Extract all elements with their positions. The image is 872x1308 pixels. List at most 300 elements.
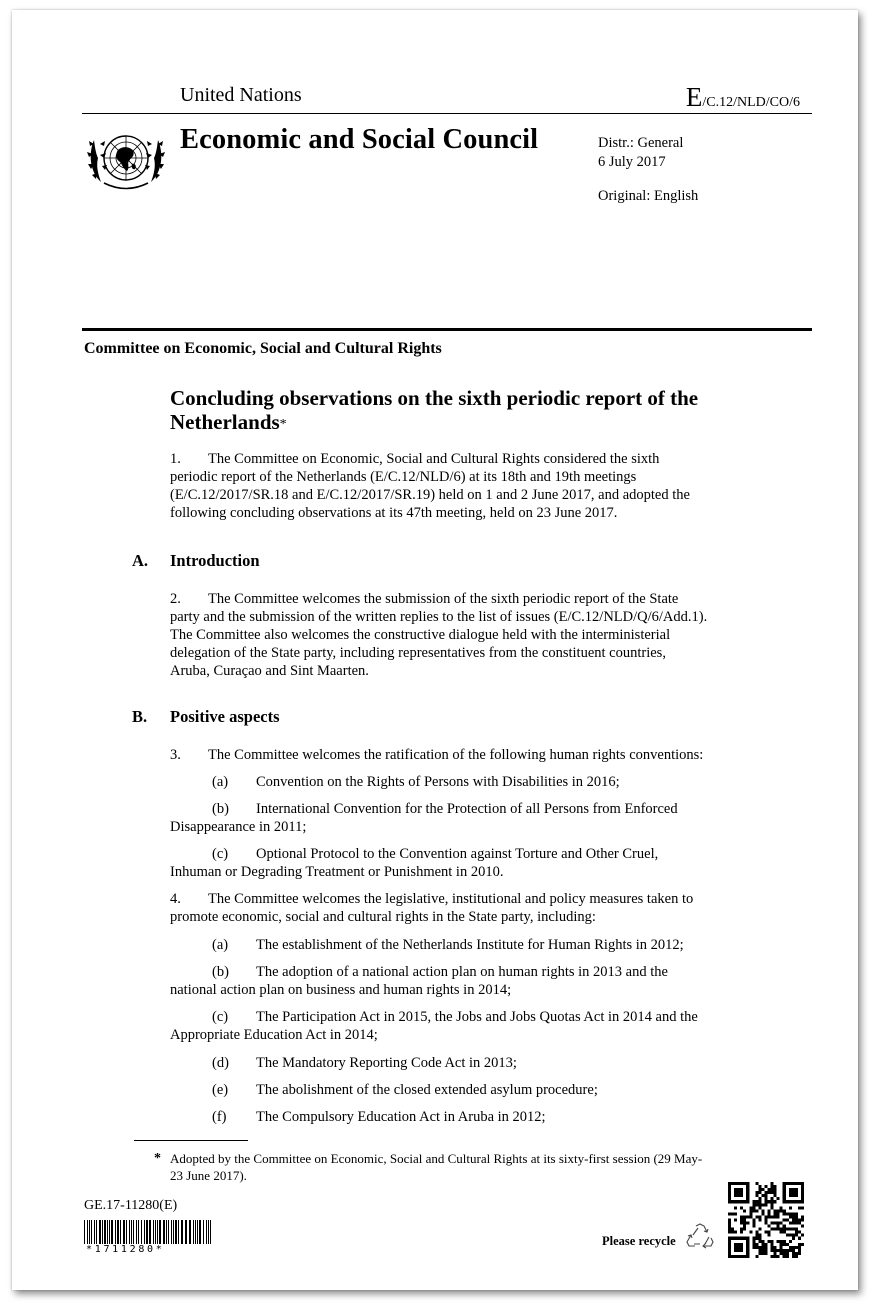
paragraph-line: The Committee also welcomes the constructive dialogue held with the interministerial xyxy=(170,627,671,643)
paragraph-line: 1. The Committee on Economic, Social and Cultural Rights considered the sixth xyxy=(170,451,660,467)
paragraph-number: 2. xyxy=(170,591,181,607)
qr-module xyxy=(798,1249,801,1252)
qr-module xyxy=(761,1188,764,1191)
qr-module xyxy=(740,1191,743,1194)
qr-module xyxy=(792,1188,795,1191)
document-page xyxy=(12,10,858,1290)
qr-module xyxy=(743,1225,746,1228)
qr-module xyxy=(774,1209,777,1212)
qr-module xyxy=(746,1252,749,1255)
item-label: (a) xyxy=(212,937,229,953)
qr-module xyxy=(801,1191,804,1194)
qr-module xyxy=(792,1228,795,1231)
paragraph-line: delegation of the State party, including representatives from the constituent countries, xyxy=(170,645,666,661)
qr-module xyxy=(783,1231,786,1234)
qr-module xyxy=(761,1249,764,1252)
qr-module xyxy=(731,1237,734,1240)
barcode-bar xyxy=(197,1220,198,1244)
list-item: (a) The establishment of the Netherlands Institute for Human Rights in 2012; xyxy=(212,937,684,953)
qr-module xyxy=(755,1215,758,1218)
qr-module xyxy=(771,1200,774,1203)
qr-module xyxy=(783,1194,786,1197)
barcode-bar xyxy=(166,1220,167,1244)
qr-module xyxy=(746,1222,749,1225)
qr-module xyxy=(783,1243,786,1246)
document-title xyxy=(170,386,730,437)
qr-module xyxy=(768,1191,771,1194)
qr-module xyxy=(771,1182,774,1185)
qr-module xyxy=(780,1246,783,1249)
section-letter: A. xyxy=(132,551,149,570)
qr-module xyxy=(734,1206,737,1209)
qr-module xyxy=(740,1215,743,1218)
barcode-bar xyxy=(117,1220,119,1244)
qr-module xyxy=(771,1185,774,1188)
barcode-bar xyxy=(91,1220,92,1244)
qr-module xyxy=(771,1197,774,1200)
qr-module xyxy=(764,1249,767,1252)
paragraph-line: (E/C.12/2017/SR.18 and E/C.12/2017/SR.19) held on 1 and 2 June 2017, and adopted the xyxy=(170,487,690,503)
qr-module xyxy=(728,1228,731,1231)
qr-module xyxy=(798,1246,801,1249)
qr-module xyxy=(786,1182,789,1185)
qr-module xyxy=(749,1212,752,1215)
qr-module xyxy=(786,1212,789,1215)
qr-module xyxy=(764,1252,767,1255)
qr-module xyxy=(755,1246,758,1249)
list-item: (b) International Convention for the Protection of all Persons from Enforced Disappearance in 2011; xyxy=(170,801,678,835)
list-item: (c) Optional Protocol to the Convention against Torture and Other Cruel, Inhuman or Degrading Treatment or Punishment in 2010. xyxy=(170,846,659,880)
qr-module xyxy=(761,1252,764,1255)
qr-module xyxy=(746,1188,749,1191)
qr-module xyxy=(783,1212,786,1215)
qr-module xyxy=(752,1240,755,1243)
paragraph-line: following concluding observations at its 47th meeting, held on 23 June 2017. xyxy=(170,505,618,521)
qr-module xyxy=(743,1228,746,1231)
qr-module xyxy=(774,1252,777,1255)
barcode-bar xyxy=(210,1220,211,1244)
footnote-line-1: Adopted by the Committee on Economic, Social and Cultural Rights at its sixty-first session (29 May- xyxy=(170,1151,703,1166)
item-label: (d) xyxy=(212,1055,229,1071)
document-symbol xyxy=(686,82,800,113)
qr-module xyxy=(798,1237,801,1240)
paragraph-1 xyxy=(170,450,726,522)
qr-module xyxy=(774,1246,777,1249)
qr-module xyxy=(783,1188,786,1191)
qr-module xyxy=(792,1191,795,1194)
qr-module xyxy=(752,1200,755,1203)
qr-module xyxy=(755,1255,758,1258)
qr-module xyxy=(764,1222,767,1225)
qr-module xyxy=(783,1191,786,1194)
un-emblem-icon xyxy=(82,122,170,194)
qr-module xyxy=(780,1228,783,1231)
qr-module xyxy=(746,1215,749,1218)
qr-module xyxy=(728,1231,731,1234)
qr-module xyxy=(758,1206,761,1209)
paragraph-number: 4. xyxy=(170,891,181,907)
barcode-bar xyxy=(163,1220,165,1244)
barcode-bar xyxy=(109,1220,110,1244)
qr-module xyxy=(740,1182,743,1185)
footnote xyxy=(154,1150,726,1184)
qr-module xyxy=(795,1255,798,1258)
qr-module xyxy=(771,1206,774,1209)
barcode-bar xyxy=(193,1220,194,1244)
qr-module xyxy=(789,1249,792,1252)
distribution-info xyxy=(598,134,683,172)
title-line-2 xyxy=(170,410,730,437)
barcode-bar xyxy=(123,1220,125,1244)
qr-module xyxy=(740,1237,743,1240)
qr-module xyxy=(755,1209,758,1212)
qr-module xyxy=(734,1182,737,1185)
qr-module xyxy=(755,1182,758,1185)
section-heading-b xyxy=(132,707,280,727)
barcode-bar xyxy=(115,1220,116,1244)
barcode-bar xyxy=(87,1220,88,1244)
qr-module xyxy=(728,1188,731,1191)
barcode-icon xyxy=(84,1220,212,1244)
barcode-bar xyxy=(144,1220,145,1244)
qr-module xyxy=(783,1197,786,1200)
qr-module xyxy=(777,1240,780,1243)
barcode-bar xyxy=(89,1220,90,1244)
qr-module xyxy=(749,1215,752,1218)
qr-module xyxy=(795,1200,798,1203)
qr-module xyxy=(728,1237,731,1240)
qr-module xyxy=(728,1249,731,1252)
qr-module xyxy=(764,1194,767,1197)
qr-module xyxy=(789,1182,792,1185)
list-item: (b) The adoption of a national action plan on human rights in 2013 and the national action plan on business and human rights in 2014; xyxy=(170,964,668,998)
org-name: United Nations xyxy=(180,84,302,106)
qr-module xyxy=(758,1188,761,1191)
qr-module xyxy=(795,1218,798,1221)
item-label: (c) xyxy=(212,1009,229,1025)
qr-module xyxy=(731,1212,734,1215)
qr-module xyxy=(792,1200,795,1203)
barcode-bar xyxy=(111,1220,113,1244)
qr-module xyxy=(758,1228,761,1231)
qr-module xyxy=(761,1194,764,1197)
qr-module xyxy=(734,1246,737,1249)
qr-module xyxy=(792,1249,795,1252)
qr-module xyxy=(780,1252,783,1255)
qr-module xyxy=(792,1246,795,1249)
qr-module xyxy=(758,1203,761,1206)
qr-module xyxy=(789,1234,792,1237)
qr-module xyxy=(734,1249,737,1252)
qr-module xyxy=(746,1182,749,1185)
qr-module xyxy=(789,1191,792,1194)
qr-module xyxy=(783,1185,786,1188)
qr-module xyxy=(743,1255,746,1258)
qr-module xyxy=(786,1234,789,1237)
qr-module xyxy=(777,1212,780,1215)
qr-module xyxy=(758,1240,761,1243)
qr-module xyxy=(774,1194,777,1197)
qr-module xyxy=(746,1197,749,1200)
barcode-bar xyxy=(206,1220,207,1244)
qr-module xyxy=(801,1194,804,1197)
qr-module xyxy=(752,1237,755,1240)
qr-module xyxy=(798,1182,801,1185)
qr-module xyxy=(737,1243,740,1246)
qr-module xyxy=(737,1194,740,1197)
qr-module xyxy=(734,1255,737,1258)
qr-module xyxy=(795,1191,798,1194)
footnote-line-2: 23 June 2017). xyxy=(170,1168,247,1183)
qr-module xyxy=(777,1228,780,1231)
qr-module xyxy=(789,1215,792,1218)
qr-module xyxy=(746,1200,749,1203)
qr-module xyxy=(795,1222,798,1225)
qr-module xyxy=(771,1203,774,1206)
paragraph-line: 2. The Committee welcomes the submission of the sixth periodic report of the State xyxy=(170,591,679,607)
qr-module xyxy=(740,1206,743,1209)
barcode-bar xyxy=(102,1220,103,1244)
qr-module xyxy=(795,1228,798,1231)
qr-module xyxy=(740,1255,743,1258)
barcode-bar xyxy=(178,1220,179,1244)
qr-module xyxy=(774,1255,777,1258)
barcode-bar xyxy=(203,1220,204,1244)
qr-module xyxy=(743,1215,746,1218)
paragraph-number: 1. xyxy=(170,451,181,467)
document-date: 6 July 2017 xyxy=(598,154,666,170)
qr-module xyxy=(764,1231,767,1234)
barcode-bar xyxy=(84,1220,85,1244)
qr-module xyxy=(764,1215,767,1218)
qr-module xyxy=(734,1212,737,1215)
qr-module xyxy=(771,1222,774,1225)
item-label: (a) xyxy=(212,774,229,790)
qr-module xyxy=(789,1194,792,1197)
qr-module xyxy=(755,1243,758,1246)
qr-module xyxy=(774,1185,777,1188)
qr-module xyxy=(783,1209,786,1212)
qr-module xyxy=(740,1222,743,1225)
footnote-mark: * xyxy=(154,1151,161,1166)
qr-module xyxy=(755,1203,758,1206)
qr-module xyxy=(737,1249,740,1252)
qr-module xyxy=(746,1194,749,1197)
barcode-bar xyxy=(94,1220,95,1244)
qr-module xyxy=(783,1240,786,1243)
paragraph-3: 3. The Committee welcomes the ratification of the following human rights conventions: xyxy=(170,747,704,763)
qr-module xyxy=(752,1203,755,1206)
section-title: Introduction xyxy=(170,551,260,570)
qr-module xyxy=(758,1234,761,1237)
barcode-bar xyxy=(159,1220,161,1244)
qr-module xyxy=(774,1215,777,1218)
qr-module xyxy=(771,1191,774,1194)
qr-module xyxy=(798,1206,801,1209)
qr-module xyxy=(734,1194,737,1197)
title-country: Netherlands xyxy=(170,410,280,434)
qr-module xyxy=(774,1188,777,1191)
qr-module xyxy=(755,1200,758,1203)
qr-module xyxy=(786,1200,789,1203)
qr-module xyxy=(755,1231,758,1234)
qr-module xyxy=(746,1255,749,1258)
qr-module xyxy=(795,1231,798,1234)
list-item: (c) The Participation Act in 2015, the Jobs and Jobs Quotas Act in 2014 and the Appropriate Education Act in 2014; xyxy=(170,1009,698,1043)
qr-code-icon xyxy=(728,1182,804,1258)
qr-module xyxy=(801,1218,804,1221)
qr-module xyxy=(749,1206,752,1209)
qr-module xyxy=(758,1197,761,1200)
qr-module xyxy=(728,1182,731,1185)
qr-module xyxy=(801,1182,804,1185)
barcode-bar xyxy=(155,1220,156,1244)
qr-module xyxy=(783,1218,786,1221)
qr-module xyxy=(746,1237,749,1240)
qr-module xyxy=(795,1212,798,1215)
qr-module xyxy=(795,1215,798,1218)
item-label: (f) xyxy=(212,1109,227,1125)
qr-module xyxy=(731,1182,734,1185)
qr-module xyxy=(792,1182,795,1185)
item-label: (e) xyxy=(212,1082,229,1098)
section-rule xyxy=(82,328,812,331)
barcode-bar xyxy=(168,1220,169,1244)
section-letter: B. xyxy=(132,707,148,726)
barcode-bar xyxy=(195,1220,196,1244)
qr-module xyxy=(734,1200,737,1203)
qr-module xyxy=(758,1200,761,1203)
barcode-bar xyxy=(133,1220,134,1244)
qr-module xyxy=(792,1255,795,1258)
qr-module xyxy=(768,1240,771,1243)
qr-module xyxy=(734,1243,737,1246)
qr-module xyxy=(728,1218,731,1221)
qr-module xyxy=(795,1188,798,1191)
committee-name: Committee on Economic, Social and Cultural Rights xyxy=(84,340,442,357)
barcode-bar xyxy=(181,1220,183,1244)
qr-module xyxy=(780,1240,783,1243)
qr-module xyxy=(746,1185,749,1188)
recycle-label: Please recycle xyxy=(602,1234,676,1248)
list-item: (f) The Compulsory Education Act in Aruba in 2012; xyxy=(212,1109,546,1125)
qr-module xyxy=(771,1243,774,1246)
qr-module xyxy=(740,1243,743,1246)
qr-module xyxy=(771,1240,774,1243)
paragraph-number: 3. xyxy=(170,747,181,763)
qr-module xyxy=(728,1240,731,1243)
qr-module xyxy=(798,1222,801,1225)
qr-module xyxy=(801,1215,804,1218)
qr-module xyxy=(728,1222,731,1225)
qr-module xyxy=(798,1231,801,1234)
qr-module xyxy=(774,1222,777,1225)
qr-module xyxy=(792,1234,795,1237)
qr-module xyxy=(758,1246,761,1249)
barcode-number: *1711280* xyxy=(86,1244,165,1255)
barcode-bar xyxy=(107,1220,108,1244)
qr-module xyxy=(761,1243,764,1246)
qr-module xyxy=(734,1191,737,1194)
qr-module xyxy=(728,1200,731,1203)
qr-module xyxy=(737,1200,740,1203)
paragraph-line: Aruba, Curaçao and Sint Maarten. xyxy=(170,663,369,679)
qr-module xyxy=(792,1252,795,1255)
qr-module xyxy=(771,1246,774,1249)
qr-module xyxy=(801,1185,804,1188)
paragraph-4: 4. The Committee welcomes the legislative, institutional and policy measures taken to promote economic, social and cultural rights in the State party, including: xyxy=(170,891,694,925)
qr-module xyxy=(764,1185,767,1188)
qr-module xyxy=(801,1243,804,1246)
qr-module xyxy=(789,1246,792,1249)
qr-module xyxy=(777,1197,780,1200)
qr-module xyxy=(783,1252,786,1255)
qr-module xyxy=(761,1246,764,1249)
qr-module xyxy=(792,1212,795,1215)
barcode-bar xyxy=(208,1220,209,1244)
barcode-bar xyxy=(129,1220,130,1244)
qr-module xyxy=(728,1212,731,1215)
qr-module xyxy=(737,1255,740,1258)
council-title: Economic and Social Council xyxy=(180,124,539,155)
qr-module xyxy=(740,1188,743,1191)
qr-module xyxy=(792,1222,795,1225)
symbol-letter: E xyxy=(685,82,703,112)
qr-module xyxy=(728,1246,731,1249)
qr-module xyxy=(764,1200,767,1203)
qr-module xyxy=(786,1228,789,1231)
qr-module xyxy=(755,1191,758,1194)
qr-module xyxy=(801,1197,804,1200)
qr-module xyxy=(795,1194,798,1197)
qr-module xyxy=(786,1243,789,1246)
section-heading-a xyxy=(132,551,260,571)
qr-module xyxy=(771,1215,774,1218)
qr-module xyxy=(743,1182,746,1185)
qr-module xyxy=(728,1225,731,1228)
qr-module xyxy=(768,1212,771,1215)
barcode-bar xyxy=(99,1220,101,1244)
barcode-bar xyxy=(136,1220,137,1244)
qr-module xyxy=(728,1197,731,1200)
qr-module xyxy=(771,1249,774,1252)
qr-module xyxy=(746,1243,749,1246)
qr-module xyxy=(764,1246,767,1249)
section-title: Positive aspects xyxy=(170,707,280,726)
paragraph-line: party and the submission of the written replies to the list of issues (E/C.12/NLD/Q/6/Add.1). xyxy=(170,609,708,625)
qr-module xyxy=(758,1252,761,1255)
qr-module xyxy=(728,1243,731,1246)
qr-module xyxy=(752,1243,755,1246)
qr-module xyxy=(746,1240,749,1243)
qr-module xyxy=(774,1228,777,1231)
qr-module xyxy=(764,1197,767,1200)
qr-module xyxy=(777,1249,780,1252)
qr-module xyxy=(761,1212,764,1215)
qr-module xyxy=(758,1185,761,1188)
qr-module xyxy=(737,1246,740,1249)
qr-module xyxy=(801,1225,804,1228)
qr-module xyxy=(758,1215,761,1218)
qr-module xyxy=(740,1194,743,1197)
title-footnote-mark: * xyxy=(279,417,287,432)
qr-module xyxy=(764,1243,767,1246)
qr-module xyxy=(789,1222,792,1225)
qr-module xyxy=(792,1215,795,1218)
qr-module xyxy=(783,1249,786,1252)
qr-module xyxy=(801,1206,804,1209)
qr-module xyxy=(752,1222,755,1225)
